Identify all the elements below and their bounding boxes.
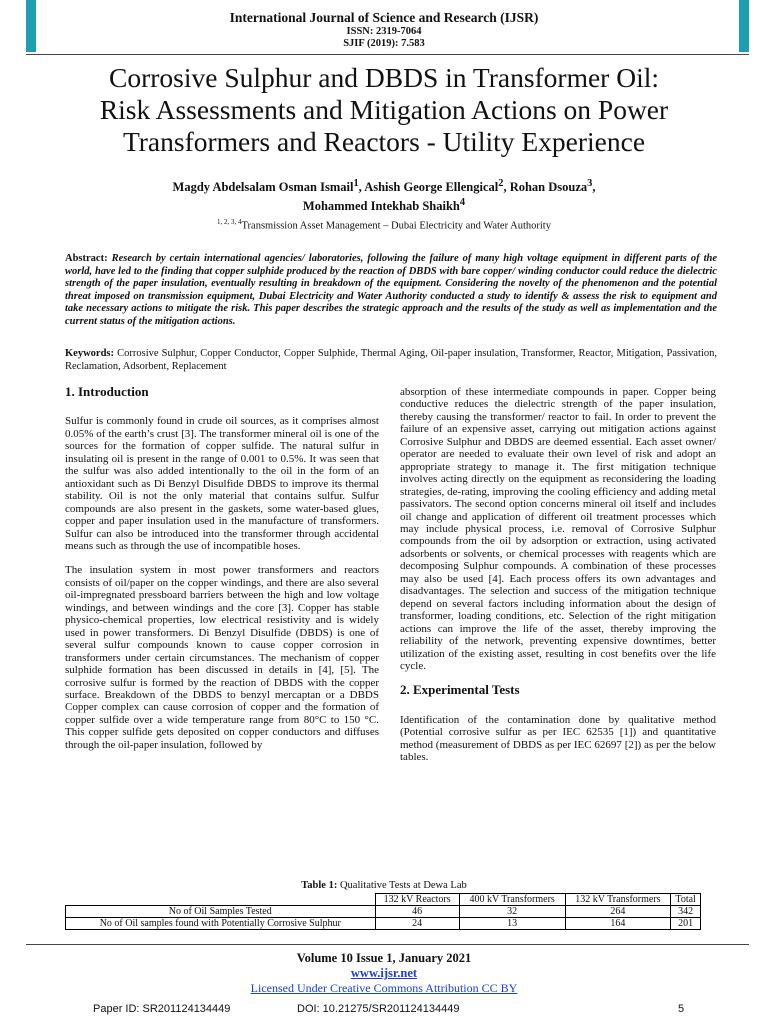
table-cell: 264 <box>565 906 671 918</box>
footer-rule <box>26 944 749 945</box>
author-list <box>60 176 708 214</box>
body-paragraph: Identification of the contamination done by qualitative method (Potential corrosive sulfur as per IEC 62535 [1]) and quantitative method (measurement of DBDS as per IEC 62697 [2]) as per the below tables. <box>400 713 716 764</box>
body-column-left <box>65 386 379 763</box>
header-rule <box>26 54 749 55</box>
volume-issue: Volume 10 Issue 1, January 2021 <box>296 951 472 965</box>
table-header-cell: 132 kV Transformers <box>565 894 671 906</box>
journal-name: International Journal of Science and Research (IJSR) <box>229 10 539 25</box>
page-number: 5 <box>678 1003 685 1015</box>
author-separator: , <box>592 180 596 195</box>
author-affil-mark: 3 <box>587 178 593 189</box>
table-header-cell <box>66 894 376 906</box>
title-line: Corrosive Sulphur and DBDS in Transformer Oil: <box>109 62 659 93</box>
qualitative-tests-table <box>65 893 701 930</box>
bottom-metadata-bar <box>0 1003 768 1017</box>
title-line: Transformers and Reactors - Utility Experience <box>122 126 646 157</box>
keywords <box>65 348 717 373</box>
table-header-row <box>66 894 701 906</box>
keywords-label: Keywords: <box>65 348 114 359</box>
affiliation-text: Transmission Asset Management – Dubai Electricity and Water Authority <box>241 220 551 232</box>
journal-sjif: SJIF (2019): 7.583 <box>343 38 425 49</box>
table-cell: 342 <box>671 906 701 918</box>
table-cell: 201 <box>671 918 701 930</box>
table-cell: 32 <box>459 906 565 918</box>
license-link[interactable]: Licensed Under Creative Commons Attribution CC BY <box>250 981 518 995</box>
table-cell: 164 <box>565 918 671 930</box>
abstract <box>65 253 717 329</box>
table-caption-text: Qualitative Tests at Dewa Lab <box>339 880 467 891</box>
table-label: Table 1: <box>301 880 338 891</box>
table-caption <box>0 880 768 891</box>
table-header-cell: Total <box>671 894 701 906</box>
paper-title <box>30 62 738 158</box>
table-cell: 13 <box>459 918 565 930</box>
author-name: Mohammed Intekhab Shaikh <box>302 199 460 214</box>
table-header-cell: 400 kV Transformers <box>459 894 565 906</box>
table-row <box>66 906 701 918</box>
table-cell: No of Oil Samples Tested <box>66 906 376 918</box>
section-heading-experimental: 2. Experimental Tests <box>400 682 520 698</box>
body-paragraph: Sulfur is commonly found in crude oil sources, as it comprises almost 0.05% of the earth’s crust [3]. The transformer mineral oil is one of the sources for the formation of copper sulfide. The natural sulfur in insulating oil is present in the range of 0.001 to 0.5%. It was seen that the sulfur was also added intentionally to the oil in the form of an antioxidant such as Di Benzyl Disulfide DBDS to improve its thermal stability. Oil is not the only material that contains sulfur. Sulfur compounds are also present in the gaskets, some water-based glues, copper and paper insulation used in the manufacture of transformers. Sulfur can also be introduced into the transformer through accidental means such as through the use of incompatible hoses. <box>65 415 379 552</box>
body-paragraph: The insulation system in most power transformers and reactors consists of oil/paper on the copper windings, and there are also several oil-impregnated pressboard barriers between the high and low voltage windings, and between windings and the core [3]. Copper has stable physico-chemical properties, low electrical resistivity and is widely used in power transformers. Di Benzyl Disulfide (DBDS) is one of several sulfur compounds known to cause copper corrosion in transformers under certain circumstances. The mechanism of copper sulphide formation has been discussed in details in [4], [5]. The corrosive sulfur is formed by the reaction of DBDS with the copper surface. Breakdown of the DBDS to benzyl mercaptan or a DBDS Copper complex can cause corrosion of copper and the formation of copper sulfide over a wide temperature range from 80°C to 150 °C. This copper sulfide gets deposited on copper conductors and diffuses through the oil-paper insulation, followed by <box>65 564 379 751</box>
journal-issn: ISSN: 2319-7064 <box>346 26 422 37</box>
keywords-text: Corrosive Sulphur, Copper Conductor, Copper Sulphide, Thermal Aging, Oil-paper insulation, Transformer, Reactor, Mitigation, Passivation, Reclamation, Adsorbent, Replacement <box>65 348 718 372</box>
table-cell: 46 <box>375 906 459 918</box>
doi: DOI: 10.21275/SR201124134449 <box>297 1003 460 1015</box>
author-affil-mark: 4 <box>459 197 466 209</box>
body-column-right <box>400 386 716 776</box>
table-cell: 24 <box>375 918 459 930</box>
affiliation-marks: 1, 2, 3, 4 <box>217 218 242 226</box>
paper-id: Paper ID: SR201124134449 <box>93 1003 231 1015</box>
abstract-text: Research by certain international agencies/ laboratories, following the failure of many high voltage equipment in different parts of the world, have led to the finding that copper sulphide produced by the reaction of DBDS with bare copper/ winding conductor could reduce the dielectric strength of the paper insulation, eventually resulting in breakdown of the equipment. Considering the novelty of the phenomenon and the potential threat imposed on transmission equipment, Dubai Electricity and Water Authority conducted a study to identify & assess the risk to equipment and take necessary actions to mitigate the risk. This paper describes the strategic approach and the results of the study as well as implementation and the current status of the mitigation actions. <box>65 253 717 327</box>
journal-website-link[interactable]: www.ijsr.net <box>350 966 418 980</box>
author-name: , Ashish George Ellengical <box>358 180 499 195</box>
title-line: Risk Assessments and Mitigation Actions on Power <box>99 94 669 125</box>
abstract-label: Abstract: <box>65 253 108 264</box>
author-name: , Rohan Dsouza <box>503 180 588 195</box>
table-row <box>66 918 701 930</box>
table-cell: No of Oil samples found with Potentially Corrosive Sulphur <box>66 918 376 930</box>
author-affil-mark: 1 <box>353 178 359 189</box>
affiliation <box>60 218 708 232</box>
section-heading-introduction: 1. Introduction <box>65 384 149 399</box>
author-name: Magdy Abdelsalam Osman Ismail <box>172 180 354 195</box>
author-affil-mark: 2 <box>498 178 504 189</box>
body-paragraph: absorption of these intermediate compounds in paper. Copper being conductive reduces the dielectric strength of the paper insulation, thereby causing the transformer/ reactor to fail. In order to prevent the failure of an expensive asset, carrying out mitigation actions against Corrosive Sulphur and DBDS are deemed essential. Each asset owner/ operator are needed to evaluate their own level of risk and adopt an appropriate strategy to manage it. The first mitigation technique involves acting directly on the equipment as reconsidering the loading strategies, de-rating, improving the cooling efficiency and adding metal passivators. The second option concerns mineral oil itself and includes oil change and application of different oil treatment processes which may include physical process, i.e. removal of Corrosive Sulphur compounds from the oil by adsorption or extraction, using activated adsorbents or solvents, or chemical processes with reagents which are decomposing Sulphur compounds. A combination of these processes may also be used [4]. Each process offers its own advantages and disadvantages. The selection and success of the mitigation technique depend on several factors including information about the design of transformer, loading conditions, etc. Selection of the right mitigation actions can improve the life of the asset, thereby improving the reliability of the network, preventing expensive downtimes, better utilization of the existing asset, resulting in cost benefits over the life cycle. <box>400 386 716 672</box>
table-header-cell: 132 kV Reactors <box>375 894 459 906</box>
journal-header <box>0 10 768 50</box>
page-footer <box>0 951 768 996</box>
